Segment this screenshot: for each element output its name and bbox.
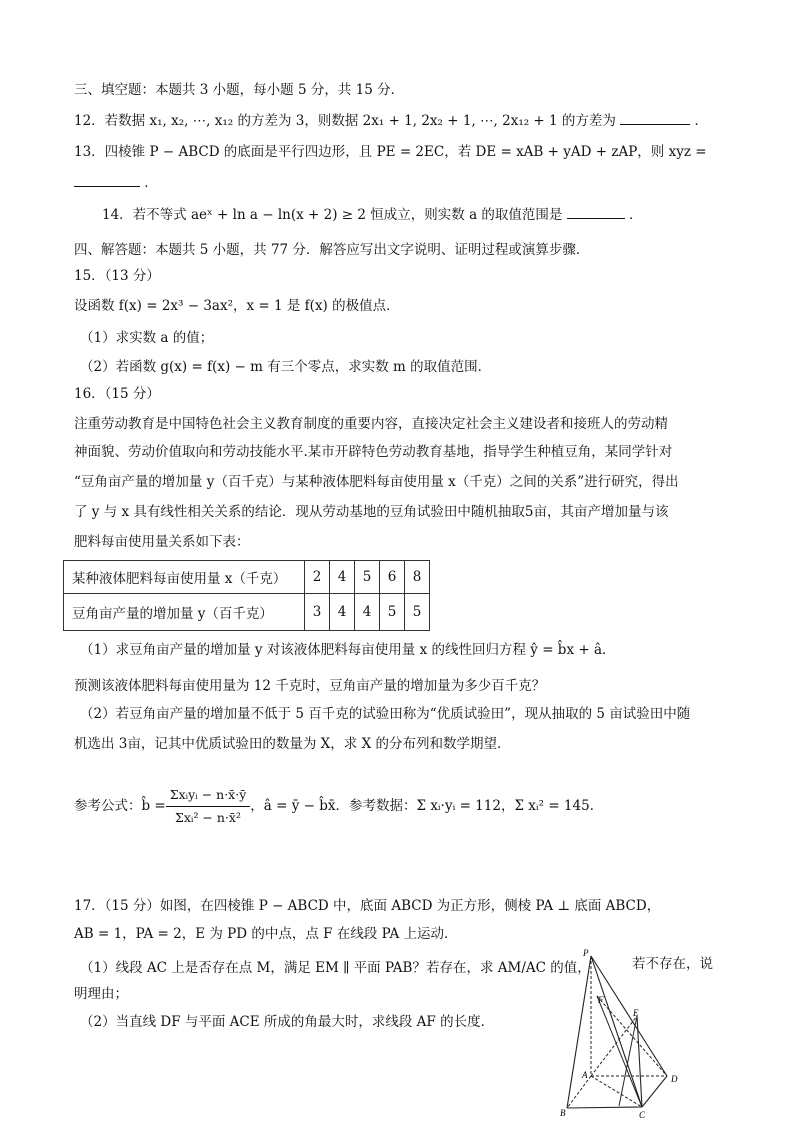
question-15-title: 15．（13 分） — [74, 268, 160, 284]
question-16-part1a: （1）求豆角亩产量的增加量 y 对该液体肥料每亩使用量 x 的线性回归方程 ŷ = b̂x + â． — [80, 642, 616, 658]
answer-blank-14[interactable] — [567, 204, 625, 219]
question-12-text: 12．若数据 x₁, x₂, ⋯, x₁₂ 的方差为 3，则数据 2x₁ + 1, 2x₂ + 1, ⋯, 2x₁₂ + 1 的方差为 — [74, 113, 616, 129]
question-17-line2: AB = 1，PA = 2，E 为 PD 的中点，点 F 在线段 PA 上运动． — [74, 926, 458, 942]
section4-heading: 四、解答题：本题共 5 小题，共 77 分．解答应写出文字说明、证明过程或演算步骤． — [74, 242, 590, 258]
table-row — [64, 594, 430, 631]
table-cell: 5 — [380, 594, 405, 631]
table-cell: 4 — [330, 594, 355, 631]
section3-heading: 三、填空题：本题共 3 小题，每小题 5 分，共 15 分． — [74, 82, 405, 98]
question-16-para-line5: 肥料每亩使用量关系如下表： — [74, 534, 250, 550]
table-cell: 4 — [355, 594, 380, 631]
table-cell: 3 — [305, 594, 330, 631]
answer-blank-13[interactable] — [74, 172, 140, 187]
edge-AC — [591, 1076, 642, 1107]
question-15-stem: 设函数 f(x) = 2x³ − 3ax²，x = 1 是 f(x) 的极值点． — [74, 298, 400, 314]
table-cell: 2 — [305, 561, 330, 594]
question-13 — [74, 142, 707, 162]
reference-data-2: Σ xᵢ² = 145． — [514, 798, 604, 814]
edge-CD — [642, 1076, 667, 1107]
label-P: P — [583, 948, 589, 958]
segment-E-base — [619, 1016, 637, 1106]
edge-BC — [567, 1107, 642, 1108]
question-16-para-line4: 了 y 与 x 具有线性相关关系的结论．现从劳动基地的豆角试验田中随机抽取5亩，其亩产增加量与该 — [74, 504, 669, 520]
data-table — [63, 560, 430, 631]
pyramid-diagram — [555, 940, 695, 1120]
question-12-end: ． — [694, 113, 709, 129]
question-12 — [74, 110, 708, 131]
question-17-part1a: （1）线段 AC 上是否存在点 M，满足 EM ∥ 平面 PAB？若存在，求 AM/AC 的值， — [80, 960, 591, 976]
row-label-y: 豆角亩产量的增加量 y（百千克） — [64, 594, 305, 631]
label-D: D — [671, 1074, 678, 1084]
question-16-part2a: （2）若豆角亩产量的增加量不低于 5 百千克的试验田称为“优质试验田”，现从抽取的 5 亩试验田中随 — [80, 706, 691, 722]
reference-formula — [74, 774, 603, 838]
label-C: C — [639, 1110, 646, 1120]
table-cell: 5 — [355, 561, 380, 594]
label-F: F — [598, 995, 604, 1005]
question-14-end: ． — [629, 207, 643, 223]
question-15-part1: （1）求实数 a 的值； — [80, 330, 214, 346]
formula-b-hat: b̂ = — [141, 798, 166, 814]
table-cell: 4 — [330, 561, 355, 594]
question-14 — [102, 204, 643, 225]
row-label-x: 某种液体肥料每亩使用量 x（千克） — [64, 561, 305, 594]
question-13-blank-line — [74, 172, 158, 193]
formula-a-hat: ，â = ȳ − b̂x̄．参考数据： — [250, 798, 417, 814]
question-16-para-line1: 注重劳动教育是中国特色社会主义教育制度的重要内容，直接决定社会主义建设者和接班人的劳动精 — [74, 416, 668, 432]
table-row — [64, 561, 430, 594]
label-B: B — [560, 1108, 566, 1118]
question-17-part1b: 明理由； — [74, 986, 128, 1002]
answer-blank-12[interactable] — [620, 110, 690, 125]
reference-data-1: Σ xᵢ·yᵢ = 112， — [416, 798, 515, 814]
formula-fraction — [166, 784, 251, 829]
question-16-part1b: 预测该液体肥料每亩使用量为 12 千克时，豆角亩产量的增加量为多少百千克？ — [74, 678, 546, 694]
table-cell: 5 — [405, 594, 430, 631]
table-cell: 8 — [405, 561, 430, 594]
question-13-text: 13．四棱锥 P − ABCD 的底面是平行四边形，且 PE = 2EC，若 DE = xAB + yAD + zAP，则 xyz = — [74, 144, 707, 160]
question-17-part2: （2）当直线 DF 与平面 ACE 所成的角最大时，求线段 AF 的长度． — [80, 1014, 495, 1030]
question-15-part2: （2）若函数 g(x) = f(x) − m 有三个零点，求实数 m 的取值范围． — [80, 359, 492, 375]
question-16-title: 16．（15 分） — [74, 386, 160, 402]
question-13-end: ． — [144, 175, 158, 191]
question-16-para-line3: “豆角亩产量的增加量 y（百千克）与某种液体肥料每亩使用量 x（千克）之间的关系”进行研究，得出 — [74, 474, 679, 490]
question-16-part2b: 机选出 3亩，记其中优质试验田的数量为 X，求 X 的分布列和数学期望． — [74, 736, 511, 752]
edge-PB — [567, 956, 591, 1108]
label-A: A — [582, 1070, 588, 1080]
question-16-para-line2: 神面貌、劳动价值取向和劳动技能水平.某市开辟特色劳动教育基地，指导学生种植豆角，某同学针对 — [74, 444, 673, 460]
label-E: E — [633, 1008, 639, 1018]
table-cell: 6 — [380, 561, 405, 594]
formula-numerator: Σxᵢyᵢ − n·x̄·ȳ — [166, 784, 251, 807]
formula-label: 参考公式： — [74, 798, 142, 814]
question-17-part1c: 若不存在，说 — [632, 956, 713, 972]
segment-FD — [597, 996, 667, 1076]
question-17-line1: 17．（15 分）如图，在四棱锥 P − ABCD 中，底面 ABCD 为正方形，侧棱 PA ⊥ 底面 ABCD， — [74, 898, 661, 914]
formula-denominator: Σxᵢ² − n·x̄² — [175, 809, 241, 825]
question-14-text: 14．若不等式 aeˣ + ln a − ln(x + 2) ≥ 2 恒成立，则实数 a 的取值范围是 — [102, 207, 563, 223]
edge-AB — [567, 1076, 591, 1108]
